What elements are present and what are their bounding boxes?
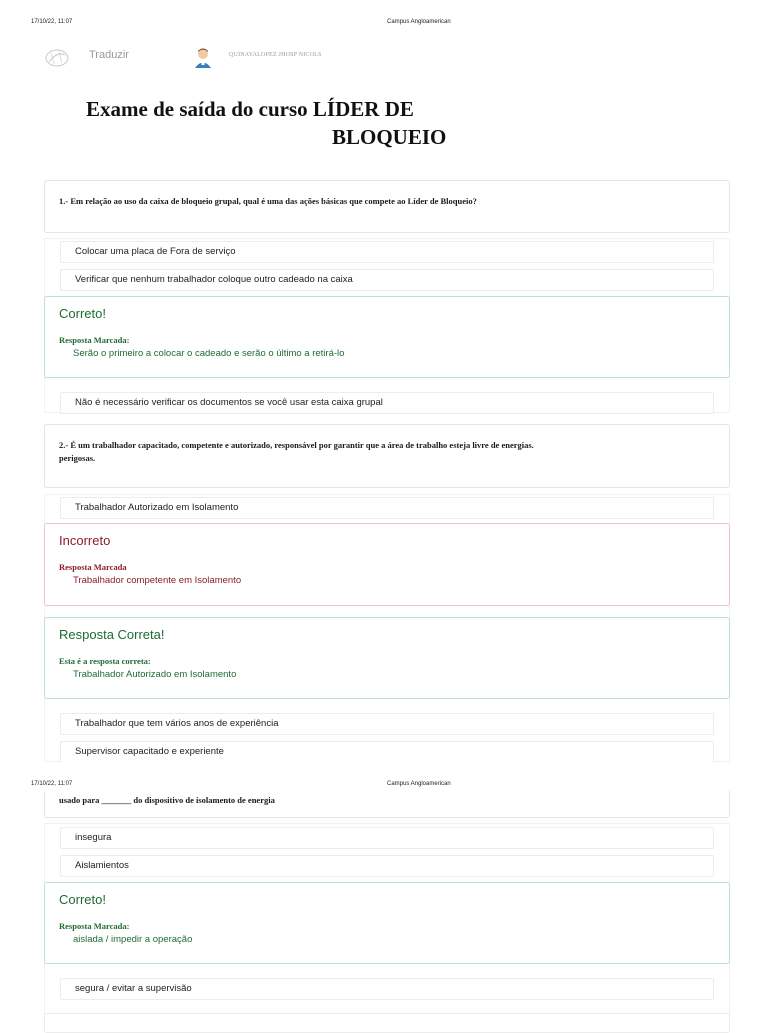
q3-option-3[interactable] [60, 978, 714, 1000]
q2-option-3[interactable] [60, 741, 714, 763]
q3-result-correct [44, 882, 730, 964]
top-bar [0, 40, 768, 76]
q3-result-label: Resposta Marcada: [59, 921, 130, 931]
q2-result-answer: Trabalhador competente em Isolamento [73, 575, 242, 586]
next-question-card [44, 1013, 730, 1033]
q2-option-1-label: Trabalhador Autorizado em Isolamento [75, 502, 239, 513]
print-site-page-2: Campus Angloamerican [387, 781, 451, 787]
q3-option-2-label: Aislamientos [75, 860, 129, 871]
avatar-icon[interactable] [193, 47, 213, 69]
q2-correct-answer [44, 617, 730, 699]
q2-correct-answer-text: Trabalhador Autorizado em Isolamento [73, 669, 237, 680]
q3-result-answer: aislada / impedir a operação [73, 934, 193, 945]
q3-option-1-label: insegura [75, 832, 112, 843]
translate-link[interactable]: Traduzir [89, 49, 129, 61]
q1-result-label: Resposta Marcada: [59, 335, 130, 345]
print-header [0, 19, 768, 33]
q2-option-2[interactable] [60, 713, 714, 735]
q1-result-answer: Serão o primeiro a colocar o cadeado e serão o último a retirá-lo [73, 348, 345, 359]
q1-option-1[interactable] [60, 241, 714, 263]
page-title-line1: Exame de saída do curso LÍDER DE [86, 97, 414, 121]
question-2-text-line2: perigosas. [59, 453, 96, 463]
question-1-card [44, 180, 730, 233]
q3-option-3-label: segura / evitar a supervisão [75, 983, 192, 994]
q2-correct-status: Resposta Correta! [59, 627, 165, 642]
q1-option-3-label: Não é necessário verificar os documentos se você usar esta caixa grupal [75, 397, 383, 408]
page-title [86, 95, 446, 151]
question-3-card [44, 790, 730, 818]
q1-result-status: Correto! [59, 306, 106, 321]
q1-option-3[interactable] [60, 392, 714, 414]
print-site: Campus Angloamerican [387, 19, 451, 25]
q3-option-2[interactable] [60, 855, 714, 877]
question-2-card [44, 424, 730, 488]
question-2-text-line1: 2.- É um trabalhador capacitado, competente e autorizado, responsável por garantir que a área de trabalho esteja livre de energias. [59, 440, 534, 450]
q2-result-incorrect [44, 523, 730, 606]
username[interactable]: QUINAYALOPEZ JHOSP NICOLS [229, 52, 322, 58]
q2-result-status: Incorreto [59, 533, 111, 548]
q1-option-2-label: Verificar que nenhum trabalhador coloque outro cadeado na caixa [75, 274, 353, 285]
question-3-text: usado para _______ do dispositivo de isolamento de energia [59, 795, 275, 805]
q1-option-1-label: Colocar uma placa de Fora de serviço [75, 246, 236, 257]
q3-result-status: Correto! [59, 892, 106, 907]
logo-icon [44, 47, 70, 69]
page-title-line2: BLOQUEIO [332, 125, 447, 149]
q1-result-correct [44, 296, 730, 378]
q2-result-label: Resposta Marcada [59, 562, 127, 572]
q3-option-1[interactable] [60, 827, 714, 849]
print-date: 17/10/22, 11:07 [31, 19, 73, 25]
print-date-page-2: 17/10/22, 11:07 [31, 781, 73, 787]
q2-option-2-label: Trabalhador que tem vários anos de experiência [75, 718, 279, 729]
q1-option-2[interactable] [60, 269, 714, 291]
question-1-text: 1.- Em relação ao uso da caixa de bloqueio grupal, qual é uma das ações básicas que compete ao Líder de Bloqueio? [59, 196, 477, 206]
q2-option-1[interactable] [60, 497, 714, 519]
q2-option-3-label: Supervisor capacitado e experiente [75, 746, 224, 757]
q2-correct-label: Esta é a resposta correta: [59, 656, 151, 666]
